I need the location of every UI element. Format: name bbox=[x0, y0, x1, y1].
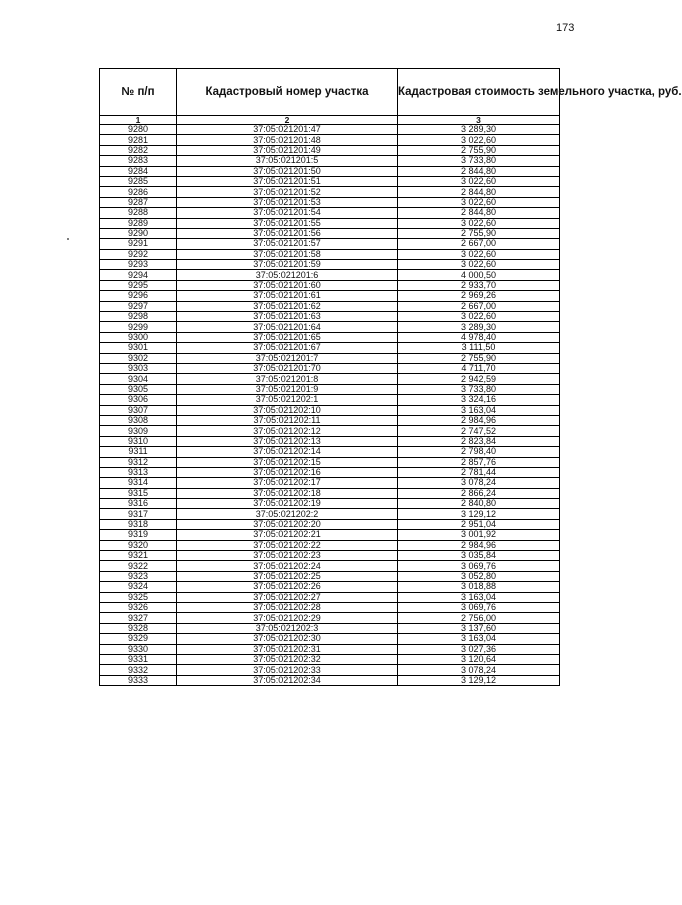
table-row bbox=[100, 280, 560, 290]
table-row bbox=[100, 478, 560, 488]
cell-row-number: 9293 bbox=[100, 260, 177, 270]
cell-row-number: 9306 bbox=[100, 395, 177, 405]
cell-cadastral-number: 37:05:021202:11 bbox=[177, 415, 398, 425]
table-row bbox=[100, 322, 560, 332]
cell-cadastral-number: 37:05:021201:59 bbox=[177, 260, 398, 270]
cell-cadastral-number: 37:05:021201:5 bbox=[177, 156, 398, 166]
table-row bbox=[100, 176, 560, 186]
table-row bbox=[100, 499, 560, 509]
cell-row-number: 9320 bbox=[100, 540, 177, 550]
table-row bbox=[100, 218, 560, 228]
cell-row-number: 9309 bbox=[100, 426, 177, 436]
cell-cadastral-value: 3 022,60 bbox=[398, 260, 560, 270]
cell-cadastral-number: 37:05:021202:14 bbox=[177, 447, 398, 457]
cell-cadastral-value: 3 069,76 bbox=[398, 561, 560, 571]
cell-cadastral-value: 3 289,30 bbox=[398, 322, 560, 332]
cell-cadastral-value: 3 324,16 bbox=[398, 395, 560, 405]
cell-cadastral-value: 3 078,24 bbox=[398, 478, 560, 488]
cell-row-number: 9324 bbox=[100, 582, 177, 592]
cell-cadastral-number: 37:05:021202:28 bbox=[177, 602, 398, 612]
cell-row-number: 9307 bbox=[100, 405, 177, 415]
table-row bbox=[100, 467, 560, 477]
cell-cadastral-number: 37:05:021202:1 bbox=[177, 395, 398, 405]
cell-cadastral-value: 3 018,88 bbox=[398, 582, 560, 592]
cell-row-number: 9297 bbox=[100, 301, 177, 311]
cell-cadastral-number: 37:05:021201:47 bbox=[177, 125, 398, 135]
table-row bbox=[100, 665, 560, 675]
cell-cadastral-value: 3 052,80 bbox=[398, 571, 560, 581]
cell-cadastral-number: 37:05:021201:63 bbox=[177, 312, 398, 322]
cell-cadastral-number: 37:05:021202:33 bbox=[177, 665, 398, 675]
cell-cadastral-value: 4 000,50 bbox=[398, 270, 560, 280]
table-row bbox=[100, 602, 560, 612]
cell-cadastral-number: 37:05:021202:13 bbox=[177, 436, 398, 446]
cell-cadastral-value: 3 022,60 bbox=[398, 197, 560, 207]
cell-row-number: 9317 bbox=[100, 509, 177, 519]
table-row bbox=[100, 239, 560, 249]
cell-cadastral-value: 3 289,30 bbox=[398, 125, 560, 135]
cell-cadastral-value: 2 667,00 bbox=[398, 239, 560, 249]
cell-cadastral-value: 3 022,60 bbox=[398, 218, 560, 228]
cell-cadastral-value: 2 798,40 bbox=[398, 447, 560, 457]
cell-cadastral-number: 37:05:021201:53 bbox=[177, 197, 398, 207]
cell-cadastral-value: 3 022,60 bbox=[398, 176, 560, 186]
cell-cadastral-number: 37:05:021202:25 bbox=[177, 571, 398, 581]
cell-row-number: 9330 bbox=[100, 644, 177, 654]
cell-cadastral-value: 3 022,60 bbox=[398, 312, 560, 322]
cell-cadastral-value: 2 844,80 bbox=[398, 208, 560, 218]
table-row bbox=[100, 644, 560, 654]
table-row bbox=[100, 613, 560, 623]
cell-cadastral-value: 3 022,60 bbox=[398, 135, 560, 145]
cell-cadastral-value: 2 755,90 bbox=[398, 353, 560, 363]
table-body bbox=[100, 125, 560, 686]
cell-cadastral-number: 37:05:021202:29 bbox=[177, 613, 398, 623]
table-row bbox=[100, 592, 560, 602]
cell-row-number: 9318 bbox=[100, 519, 177, 529]
cell-row-number: 9332 bbox=[100, 665, 177, 675]
cell-row-number: 9329 bbox=[100, 634, 177, 644]
cell-row-number: 9283 bbox=[100, 156, 177, 166]
cell-cadastral-number: 37:05:021201:50 bbox=[177, 166, 398, 176]
cell-cadastral-value: 2 781,44 bbox=[398, 467, 560, 477]
cell-cadastral-value: 3 163,04 bbox=[398, 634, 560, 644]
cell-cadastral-number: 37:05:021202:17 bbox=[177, 478, 398, 488]
cell-cadastral-value: 2 933,70 bbox=[398, 280, 560, 290]
table-row bbox=[100, 582, 560, 592]
cell-row-number: 9325 bbox=[100, 592, 177, 602]
cell-cadastral-number: 37:05:021201:67 bbox=[177, 343, 398, 353]
cell-cadastral-value: 3 163,04 bbox=[398, 405, 560, 415]
cell-row-number: 9323 bbox=[100, 571, 177, 581]
table-row bbox=[100, 301, 560, 311]
cell-cadastral-value: 2 984,96 bbox=[398, 415, 560, 425]
column-number-1: 1 bbox=[100, 116, 177, 125]
cell-cadastral-value: 2 984,96 bbox=[398, 540, 560, 550]
cell-row-number: 9310 bbox=[100, 436, 177, 446]
cell-cadastral-value: 2 755,90 bbox=[398, 145, 560, 155]
cell-cadastral-value: 3 001,92 bbox=[398, 530, 560, 540]
cell-row-number: 9326 bbox=[100, 602, 177, 612]
cell-cadastral-value: 3 163,04 bbox=[398, 592, 560, 602]
cell-cadastral-value: 3 733,80 bbox=[398, 156, 560, 166]
table-row bbox=[100, 332, 560, 342]
cell-row-number: 9281 bbox=[100, 135, 177, 145]
table-column-numbers-row bbox=[100, 116, 560, 125]
table-row bbox=[100, 249, 560, 259]
cell-cadastral-number: 37:05:021202:10 bbox=[177, 405, 398, 415]
cell-cadastral-value: 2 667,00 bbox=[398, 301, 560, 311]
cell-cadastral-number: 37:05:021202:22 bbox=[177, 540, 398, 550]
table-row bbox=[100, 634, 560, 644]
cell-cadastral-value: 2 747,52 bbox=[398, 426, 560, 436]
cell-cadastral-number: 37:05:021201:60 bbox=[177, 280, 398, 290]
cell-row-number: 9295 bbox=[100, 280, 177, 290]
cell-row-number: 9284 bbox=[100, 166, 177, 176]
cell-cadastral-number: 37:05:021201:55 bbox=[177, 218, 398, 228]
cell-cadastral-number: 37:05:021201:9 bbox=[177, 384, 398, 394]
cell-row-number: 9292 bbox=[100, 249, 177, 259]
cell-row-number: 9302 bbox=[100, 353, 177, 363]
table-row bbox=[100, 540, 560, 550]
cell-cadastral-number: 37:05:021201:70 bbox=[177, 363, 398, 373]
cadastral-table bbox=[99, 68, 682, 686]
cell-row-number: 9312 bbox=[100, 457, 177, 467]
table-row bbox=[100, 384, 560, 394]
table-row bbox=[100, 228, 560, 238]
cell-cadastral-value: 2 969,26 bbox=[398, 291, 560, 301]
cell-row-number: 9288 bbox=[100, 208, 177, 218]
cell-row-number: 9282 bbox=[100, 145, 177, 155]
cell-cadastral-value: 3 733,80 bbox=[398, 384, 560, 394]
cell-cadastral-value: 4 711,70 bbox=[398, 363, 560, 373]
cell-cadastral-value: 2 823,84 bbox=[398, 436, 560, 446]
cell-cadastral-value: 3 022,60 bbox=[398, 249, 560, 259]
cell-cadastral-value: 3 035,84 bbox=[398, 551, 560, 561]
cell-row-number: 9299 bbox=[100, 322, 177, 332]
table-row bbox=[100, 208, 560, 218]
cell-cadastral-value: 2 844,80 bbox=[398, 187, 560, 197]
cell-row-number: 9322 bbox=[100, 561, 177, 571]
cell-cadastral-number: 37:05:021201:6 bbox=[177, 270, 398, 280]
cell-row-number: 9301 bbox=[100, 343, 177, 353]
cell-row-number: 9298 bbox=[100, 312, 177, 322]
cell-cadastral-value: 2 951,04 bbox=[398, 519, 560, 529]
table-row bbox=[100, 675, 560, 685]
cell-cadastral-number: 37:05:021202:23 bbox=[177, 551, 398, 561]
cell-cadastral-value: 3 129,12 bbox=[398, 675, 560, 685]
cell-row-number: 9285 bbox=[100, 176, 177, 186]
table-row bbox=[100, 623, 560, 633]
cell-cadastral-value: 2 866,24 bbox=[398, 488, 560, 498]
table-row bbox=[100, 156, 560, 166]
table-row bbox=[100, 312, 560, 322]
cell-cadastral-number: 37:05:021201:56 bbox=[177, 228, 398, 238]
table-row bbox=[100, 187, 560, 197]
cell-cadastral-number: 37:05:021202:26 bbox=[177, 582, 398, 592]
cell-cadastral-value: 3 137,60 bbox=[398, 623, 560, 633]
table-row bbox=[100, 343, 560, 353]
cell-cadastral-number: 37:05:021202:34 bbox=[177, 675, 398, 685]
cell-cadastral-value: 2 942,59 bbox=[398, 374, 560, 384]
cell-row-number: 9311 bbox=[100, 447, 177, 457]
cell-cadastral-number: 37:05:021201:58 bbox=[177, 249, 398, 259]
page-number: 173 bbox=[556, 22, 575, 34]
cell-cadastral-value: 3 120,64 bbox=[398, 654, 560, 664]
cell-cadastral-number: 37:05:021202:18 bbox=[177, 488, 398, 498]
header-cadastral-number: Кадастровый номер участка bbox=[177, 69, 398, 116]
table-row bbox=[100, 374, 560, 384]
cell-cadastral-number: 37:05:021202:15 bbox=[177, 457, 398, 467]
cell-row-number: 9321 bbox=[100, 551, 177, 561]
cell-row-number: 9300 bbox=[100, 332, 177, 342]
cell-cadastral-value: 3 027,36 bbox=[398, 644, 560, 654]
table-row bbox=[100, 654, 560, 664]
cell-cadastral-number: 37:05:021201:54 bbox=[177, 208, 398, 218]
cell-cadastral-number: 37:05:021202:3 bbox=[177, 623, 398, 633]
table-row bbox=[100, 426, 560, 436]
table-row bbox=[100, 436, 560, 446]
cell-row-number: 9316 bbox=[100, 499, 177, 509]
table-row bbox=[100, 260, 560, 270]
scan-speck bbox=[67, 238, 69, 240]
cell-row-number: 9291 bbox=[100, 239, 177, 249]
table-row bbox=[100, 135, 560, 145]
cell-cadastral-number: 37:05:021202:21 bbox=[177, 530, 398, 540]
cell-row-number: 9289 bbox=[100, 218, 177, 228]
cell-row-number: 9304 bbox=[100, 374, 177, 384]
cell-row-number: 9333 bbox=[100, 675, 177, 685]
cell-row-number: 9328 bbox=[100, 623, 177, 633]
cell-cadastral-number: 37:05:021201:57 bbox=[177, 239, 398, 249]
cell-row-number: 9313 bbox=[100, 467, 177, 477]
cell-row-number: 9305 bbox=[100, 384, 177, 394]
cell-cadastral-value: 2 756,00 bbox=[398, 613, 560, 623]
cell-cadastral-number: 37:05:021201:61 bbox=[177, 291, 398, 301]
table-row bbox=[100, 353, 560, 363]
cell-cadastral-number: 37:05:021202:12 bbox=[177, 426, 398, 436]
cell-row-number: 9308 bbox=[100, 415, 177, 425]
cell-cadastral-number: 37:05:021201:64 bbox=[177, 322, 398, 332]
cell-row-number: 9314 bbox=[100, 478, 177, 488]
table-row bbox=[100, 519, 560, 529]
header-row-number: № п/п bbox=[100, 69, 177, 116]
table-row bbox=[100, 457, 560, 467]
table-row bbox=[100, 551, 560, 561]
table-row bbox=[100, 415, 560, 425]
cell-row-number: 9280 bbox=[100, 125, 177, 135]
cell-cadastral-number: 37:05:021202:19 bbox=[177, 499, 398, 509]
column-number-2: 2 bbox=[177, 116, 398, 125]
cell-cadastral-value: 4 978,40 bbox=[398, 332, 560, 342]
cell-cadastral-number: 37:05:021202:32 bbox=[177, 654, 398, 664]
table-row bbox=[100, 530, 560, 540]
table-row bbox=[100, 571, 560, 581]
table-row bbox=[100, 125, 560, 135]
table-row bbox=[100, 197, 560, 207]
cell-cadastral-number: 37:05:021201:51 bbox=[177, 176, 398, 186]
cell-cadastral-value: 2 857,76 bbox=[398, 457, 560, 467]
cell-cadastral-value: 2 755,90 bbox=[398, 228, 560, 238]
table-row bbox=[100, 145, 560, 155]
cell-cadastral-number: 37:05:021201:62 bbox=[177, 301, 398, 311]
table-header-row bbox=[100, 69, 560, 116]
table-row bbox=[100, 270, 560, 280]
cell-cadastral-number: 37:05:021202:30 bbox=[177, 634, 398, 644]
cell-row-number: 9296 bbox=[100, 291, 177, 301]
cell-row-number: 9331 bbox=[100, 654, 177, 664]
cell-cadastral-value: 3 129,12 bbox=[398, 509, 560, 519]
table-row bbox=[100, 488, 560, 498]
cell-cadastral-value: 3 069,76 bbox=[398, 602, 560, 612]
cell-cadastral-value: 2 840,80 bbox=[398, 499, 560, 509]
cell-cadastral-number: 37:05:021201:65 bbox=[177, 332, 398, 342]
table-row bbox=[100, 363, 560, 373]
cell-cadastral-number: 37:05:021201:7 bbox=[177, 353, 398, 363]
column-number-3: 3 bbox=[398, 116, 560, 125]
cell-cadastral-number: 37:05:021202:2 bbox=[177, 509, 398, 519]
cell-cadastral-number: 37:05:021202:16 bbox=[177, 467, 398, 477]
cell-cadastral-value: 3 078,24 bbox=[398, 665, 560, 675]
table-row bbox=[100, 395, 560, 405]
cell-cadastral-value: 3 111,50 bbox=[398, 343, 560, 353]
cell-row-number: 9327 bbox=[100, 613, 177, 623]
cell-row-number: 9287 bbox=[100, 197, 177, 207]
cell-row-number: 9286 bbox=[100, 187, 177, 197]
cell-row-number: 9315 bbox=[100, 488, 177, 498]
table-row bbox=[100, 561, 560, 571]
cell-cadastral-number: 37:05:021202:31 bbox=[177, 644, 398, 654]
cell-cadastral-value: 2 844,80 bbox=[398, 166, 560, 176]
cell-cadastral-number: 37:05:021201:8 bbox=[177, 374, 398, 384]
table-row bbox=[100, 405, 560, 415]
table-row bbox=[100, 166, 560, 176]
cell-row-number: 9319 bbox=[100, 530, 177, 540]
cell-row-number: 9303 bbox=[100, 363, 177, 373]
cell-cadastral-number: 37:05:021201:52 bbox=[177, 187, 398, 197]
table-row bbox=[100, 509, 560, 519]
cell-cadastral-number: 37:05:021202:27 bbox=[177, 592, 398, 602]
cell-cadastral-number: 37:05:021201:49 bbox=[177, 145, 398, 155]
cell-cadastral-number: 37:05:021202:24 bbox=[177, 561, 398, 571]
table-row bbox=[100, 291, 560, 301]
cell-cadastral-number: 37:05:021202:20 bbox=[177, 519, 398, 529]
cell-row-number: 9290 bbox=[100, 228, 177, 238]
cell-cadastral-number: 37:05:021201:48 bbox=[177, 135, 398, 145]
table-row bbox=[100, 447, 560, 457]
cell-row-number: 9294 bbox=[100, 270, 177, 280]
header-cadastral-value: Кадастровая стоимость земельного участка, руб. bbox=[398, 69, 560, 116]
